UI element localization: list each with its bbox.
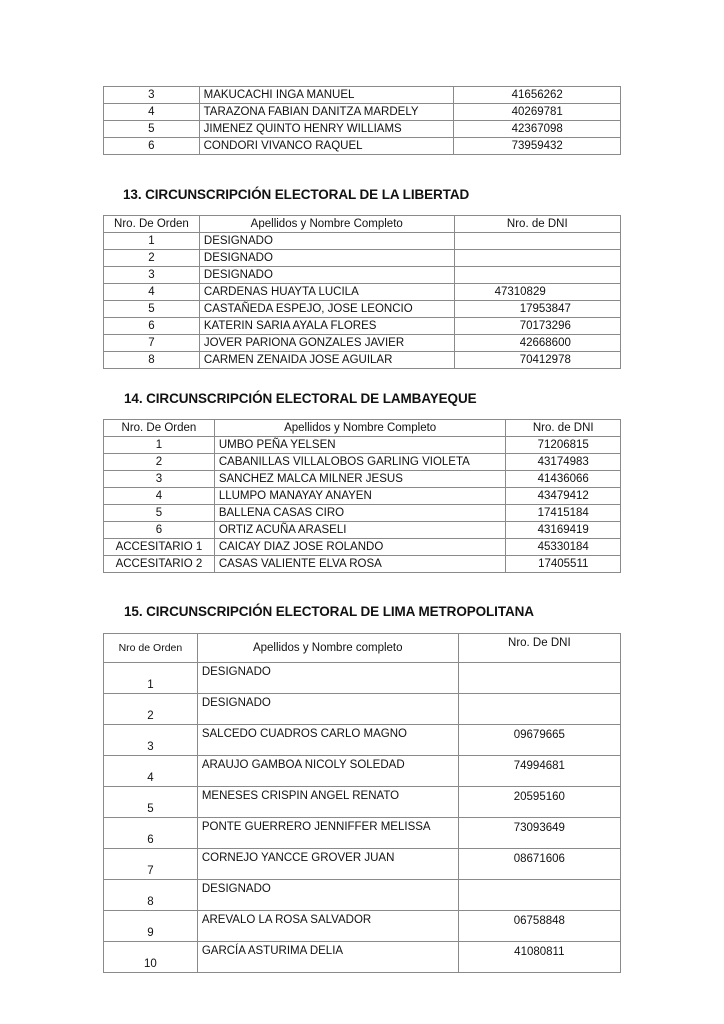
dni-cell: 20595160 [458, 787, 620, 818]
orden-cell: 1 [104, 663, 198, 694]
table-row [104, 301, 621, 318]
table-row [104, 488, 621, 505]
section-15-table [103, 633, 621, 973]
name-cell: ARAUJO GAMBOA NICOLY SOLEDAD [197, 756, 458, 787]
dni-cell [458, 880, 620, 911]
dni-cell: 42668600 [454, 335, 620, 352]
table-row [104, 335, 621, 352]
dni-cell [458, 694, 620, 725]
dni-cell [454, 250, 620, 267]
orden-cell: 3 [104, 87, 200, 104]
orden-cell: 6 [104, 318, 200, 335]
name-cell: ORTIZ ACUÑA ARASELI [214, 522, 506, 539]
table-row [104, 880, 621, 911]
name-cell: MAKUCACHI INGA MANUEL [199, 87, 454, 104]
name-cell: CAICAY DIAZ JOSE ROLANDO [214, 539, 506, 556]
dni-cell: 43169419 [506, 522, 621, 539]
table-row [104, 911, 621, 942]
dni-cell: 45330184 [506, 539, 621, 556]
orden-cell: 8 [104, 352, 200, 369]
header-row [104, 216, 621, 233]
orden-cell: 2 [104, 250, 200, 267]
header-orden: Nro. De Orden [104, 420, 215, 437]
name-cell: DESIGNADO [197, 663, 458, 694]
section-15-title: 15. CIRCUNSCRIPCIÓN ELECTORAL DE LIMA METROPOLITANA [124, 604, 534, 619]
dni-cell: 47310829 [454, 284, 620, 301]
dni-cell: 70412978 [454, 352, 620, 369]
orden-cell: 1 [104, 233, 200, 250]
name-cell: SALCEDO CUADROS CARLO MAGNO [197, 725, 458, 756]
orden-cell: 9 [104, 911, 198, 942]
orden-cell: 4 [104, 284, 200, 301]
table-row [104, 663, 621, 694]
section-13-table [103, 215, 621, 369]
header-nombre: Apellidos y Nombre Completo [214, 420, 506, 437]
orden-cell: ACCESITARIO 1 [104, 539, 215, 556]
name-cell: CASTAÑEDA ESPEJO, JOSE LEONCIO [199, 301, 454, 318]
header-dni: Nro. de DNI [506, 420, 621, 437]
name-cell: CARDENAS HUAYTA LUCILA [199, 284, 454, 301]
orden-cell: 10 [104, 942, 198, 973]
name-cell: JIMENEZ QUINTO HENRY WILLIAMS [199, 121, 454, 138]
name-cell: MENESES CRISPIN ANGEL RENATO [197, 787, 458, 818]
orden-cell: 6 [104, 522, 215, 539]
continuation-table [103, 86, 621, 155]
orden-cell: ACCESITARIO 2 [104, 556, 215, 573]
dni-cell: 70173296 [454, 318, 620, 335]
table-row [104, 454, 621, 471]
orden-cell: 2 [104, 694, 198, 725]
header-dni: Nro. De DNI [458, 634, 620, 663]
dni-cell: 17415184 [506, 505, 621, 522]
orden-cell: 4 [104, 104, 200, 121]
name-cell: KATERIN SARIA AYALA FLORES [199, 318, 454, 335]
table-row [104, 233, 621, 250]
name-cell: DESIGNADO [197, 880, 458, 911]
dni-cell [454, 267, 620, 284]
table-row [104, 121, 621, 138]
header-row [104, 634, 621, 663]
name-cell: DESIGNADO [197, 694, 458, 725]
dni-cell: 42367098 [454, 121, 621, 138]
table-row [104, 250, 621, 267]
table-row [104, 725, 621, 756]
dni-cell: 73093649 [458, 818, 620, 849]
orden-cell: 6 [104, 138, 200, 155]
name-cell: CARMEN ZENAIDA JOSE AGUILAR [199, 352, 454, 369]
orden-cell: 5 [104, 787, 198, 818]
name-cell: BALLENA CASAS CIRO [214, 505, 506, 522]
name-cell: CORNEJO YANCCE GROVER JUAN [197, 849, 458, 880]
dni-cell: 43174983 [506, 454, 621, 471]
header-nombre: Apellidos y Nombre Completo [199, 216, 454, 233]
header-dni: Nro. de DNI [454, 216, 620, 233]
dni-cell: 43479412 [506, 488, 621, 505]
name-cell: JOVER PARIONA GONZALES JAVIER [199, 335, 454, 352]
header-orden: Nro de Orden [104, 634, 198, 663]
name-cell: DESIGNADO [199, 250, 454, 267]
dni-cell: 06758848 [458, 911, 620, 942]
orden-cell: 5 [104, 505, 215, 522]
table-row [104, 849, 621, 880]
table-row [104, 138, 621, 155]
table-row [104, 942, 621, 973]
section-13-title: 13. CIRCUNSCRIPCIÓN ELECTORAL DE LA LIBERTAD [123, 187, 470, 202]
orden-cell: 7 [104, 849, 198, 880]
name-cell: LLUMPO MANAYAY ANAYEN [214, 488, 506, 505]
orden-cell: 6 [104, 818, 198, 849]
table-row [104, 352, 621, 369]
table-row [104, 787, 621, 818]
dni-cell: 17953847 [454, 301, 620, 318]
table-row [104, 104, 621, 121]
table-row [104, 756, 621, 787]
table-row [104, 318, 621, 335]
table-row [104, 87, 621, 104]
orden-cell: 5 [104, 121, 200, 138]
name-cell: DESIGNADO [199, 267, 454, 284]
dni-cell: 40269781 [454, 104, 621, 121]
dni-cell: 73959432 [454, 138, 621, 155]
name-cell: CASAS VALIENTE ELVA ROSA [214, 556, 506, 573]
dni-cell: 08671606 [458, 849, 620, 880]
dni-cell [454, 233, 620, 250]
orden-cell: 2 [104, 454, 215, 471]
name-cell: GARCÍA ASTURIMA DELIA [197, 942, 458, 973]
name-cell: DESIGNADO [199, 233, 454, 250]
dni-cell: 09679665 [458, 725, 620, 756]
name-cell: PONTE GUERRERO JENNIFFER MELISSA [197, 818, 458, 849]
table-row [104, 522, 621, 539]
section-14-title: 14. CIRCUNSCRIPCIÓN ELECTORAL DE LAMBAYEQUE [124, 391, 477, 406]
table-row [104, 818, 621, 849]
section-14-table [103, 419, 621, 573]
table-row [104, 267, 621, 284]
table-row [104, 694, 621, 725]
table-row [104, 284, 621, 301]
orden-cell: 7 [104, 335, 200, 352]
dni-cell: 17405511 [506, 556, 621, 573]
table-row [104, 471, 621, 488]
orden-cell: 8 [104, 880, 198, 911]
dni-cell [458, 663, 620, 694]
name-cell: TARAZONA FABIAN DANITZA MARDELY [199, 104, 454, 121]
dni-cell: 41656262 [454, 87, 621, 104]
name-cell: CABANILLAS VILLALOBOS GARLING VIOLETA [214, 454, 506, 471]
dni-cell: 74994681 [458, 756, 620, 787]
orden-cell: 3 [104, 471, 215, 488]
name-cell: SANCHEZ MALCA MILNER JESUS [214, 471, 506, 488]
name-cell: UMBO PEÑA YELSEN [214, 437, 506, 454]
table-row [104, 556, 621, 573]
table-row [104, 437, 621, 454]
orden-cell: 5 [104, 301, 200, 318]
name-cell: CONDORI VIVANCO RAQUEL [199, 138, 454, 155]
orden-cell: 4 [104, 756, 198, 787]
name-cell: AREVALO LA ROSA SALVADOR [197, 911, 458, 942]
table-row [104, 539, 621, 556]
dni-cell: 41436066 [506, 471, 621, 488]
orden-cell: 3 [104, 267, 200, 284]
orden-cell: 1 [104, 437, 215, 454]
orden-cell: 3 [104, 725, 198, 756]
header-row [104, 420, 621, 437]
dni-cell: 71206815 [506, 437, 621, 454]
orden-cell: 4 [104, 488, 215, 505]
dni-cell: 41080811 [458, 942, 620, 973]
table-row [104, 505, 621, 522]
header-orden: Nro. De Orden [104, 216, 200, 233]
header-nombre: Apellidos y Nombre completo [197, 634, 458, 663]
